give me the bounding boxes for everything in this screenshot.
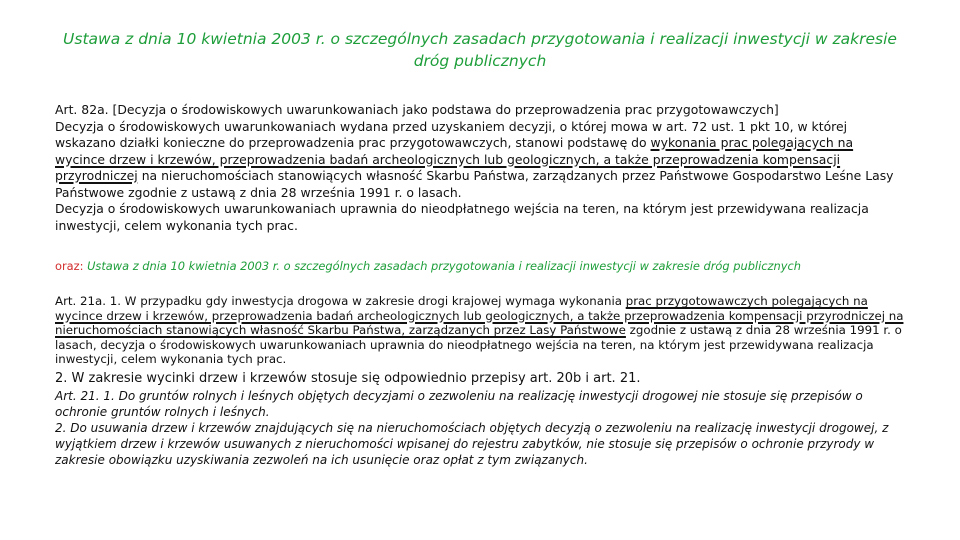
article-82a-paragraph-1 [55, 119, 905, 202]
article-21a-underlined-text: prac przygotowawczych polegających na wycince drzew i krzewów, przeprowadzenia badań archeologicznych lub geologicznych, a także przeprowadzenia kompensacji przyrodniczej na nieruchomościach stanowiących własność Skarbu Państwa, zarządzanych przez Lasy Państwowe [55, 294, 904, 338]
oraz-reference-line [55, 258, 915, 274]
page-title: Ustawa z dnia 10 kwietnia 2003 r. o szczególnych zasadach przygotowania i realizacji inwestycji w zakresie dróg publicznych [63, 30, 897, 70]
article-21a-text-end: zgodnie z ustawą z dnia 28 września 1991 r. o lasach, decyzja o środowiskowych uwarunkowaniach uprawnia do nieodpłatnego wejścia na teren, na którym jest przewidywana realizacja inwestycji, celem wykonania tych prac. [55, 323, 902, 367]
article-82a-section [55, 102, 905, 234]
article-82a-text-start: Decyzja o środowiskowych uwarunkowaniach wydana przed uzyskaniem decyzji, o której mowa w art. 72 ust. 1 pkt 10, w której wskazano działki konieczne do przeprowadzenia prac przygotowawczych, stanowi podstawę do [55, 118, 848, 150]
article-82a-underlined-text: wykonania prac polegających na wycince drzew i krzewów, przeprowadzenia badań archeologicznych lub geologicznych, a także przeprowadzenia kompensacji przyrodniczej [55, 135, 854, 183]
oraz-label: oraz: [55, 259, 84, 273]
article-82a-paragraph-2: Decyzja o środowiskowych uwarunkowaniach uprawnia do nieodpłatnego wejścia na teren, na którym jest przewidywana realizacja inwestycji, celem wykonania tych prac. [55, 201, 869, 233]
article-21a-paragraph-2: 2. W zakresie wycinki drzew i krzewów stosuje się odpowiednio przepisy art. 20b i art. 21. [55, 370, 641, 386]
article-21a-section [55, 294, 905, 468]
article-82a-text-end: na nieruchomościach stanowiących własność Skarbu Państwa, zarządzanych przez Państwowe Gospodarstwo Leśne Lasy Państwowe zgodnie z ustawą z dnia 28 września 1991 r. o lasach. [55, 168, 894, 200]
article-21a-text-start: Art. 21a. 1. W przypadku gdy inwestycja drogowa w zakresie drogi krajowej wymaga wykonania [55, 294, 626, 308]
article-21-paragraph-2: 2. Do usuwania drzew i krzewów znajdujących się na nieruchomościach objętych decyzją o zezwoleniu na realizację inwestycji drogowej, z wyjątkiem drzew i krzewów usuwanych z nieruchomości wpisanej do rejestru zabytków, nie stosuje się przepisów o ochronie przyrody w zakresie obowiązku uzyskiwania zezwoleń na ich usunięcie oraz opłat z tym związanych. [55, 420, 889, 467]
oraz-act-title: Ustawa z dnia 10 kwietnia 2003 r. o szczególnych zasadach przygotowania i realizacji inwestycji w zakresie dróg publicznych [83, 259, 801, 273]
article-21-paragraph-1: Art. 21. 1. Do gruntów rolnych i leśnych objętych decyzjami o zezwoleniu na realizację inwestycji drogowej nie stosuje się przepisów o ochronie gruntów rolnych i leśnych. [55, 388, 863, 419]
article-82a-heading: Art. 82a. [Decyzja o środowiskowych uwarunkowaniach jako podstawa do przeprowadzenia prac przygotowawczych] [55, 102, 779, 117]
article-21a-paragraph-1 [55, 294, 905, 367]
